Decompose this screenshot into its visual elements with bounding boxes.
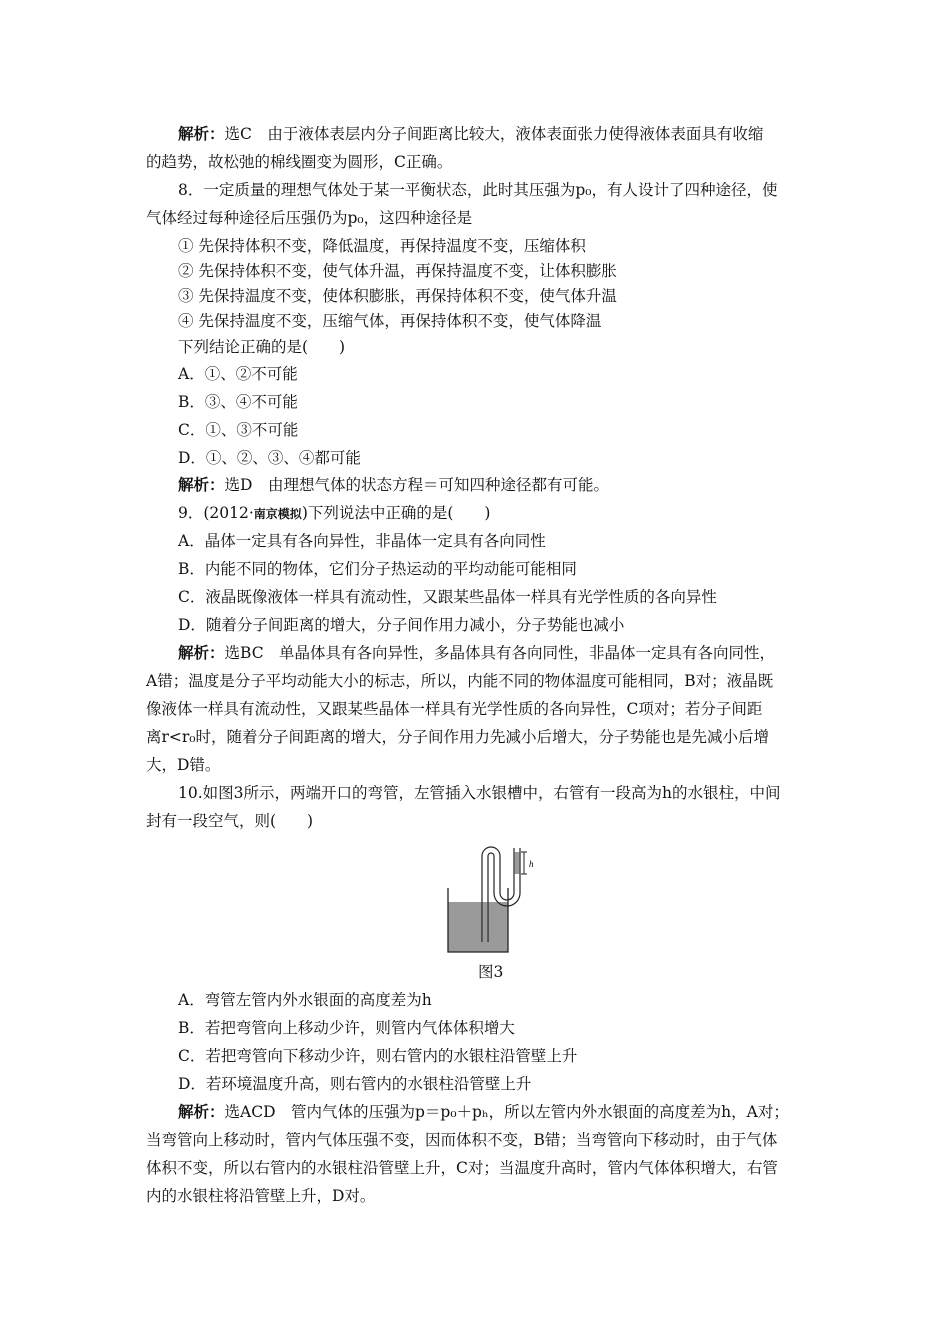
text-line: 体积不变，所以右管内的水银柱沿管壁上升，C对；当温度升高时，管内气体体积增大，右管 <box>146 1159 778 1177</box>
mercury-column <box>515 852 520 874</box>
text-line: A错；温度是分子平均动能大小的标志，所以，内能不同的物体温度可能相同，B对；液晶既 <box>146 672 774 690</box>
choice-c: C．①、③不可能 <box>178 421 299 439</box>
text-line: 大，D错。 <box>146 756 221 774</box>
text-line: 的趋势，故松弛的棉线圈变为圆形，C正确。 <box>146 153 453 171</box>
option-line: ② 先保持体积不变，使气体升温，再保持温度不变，让体积膨胀 <box>178 262 617 280</box>
mercury-tank-fill <box>448 902 508 952</box>
left-tube-mercury <box>483 902 488 942</box>
choice-a: A．弯管左管内外水银面的高度差为h <box>178 991 432 1009</box>
text-line: 封有一段空气，则( ) <box>146 812 314 830</box>
option-line: ④ 先保持温度不变，压缩气体，再保持体积不变，使气体降温 <box>178 312 602 330</box>
label-h: h <box>529 859 534 869</box>
option-line: ③ 先保持温度不变，使体积膨胀，再保持体积不变，使气体升温 <box>178 287 617 305</box>
answer-line: 解析：选D 由理想气体的状态方程＝可知四种途径都有可能。 <box>178 475 609 494</box>
choice-b: B．③、④不可能 <box>178 393 298 411</box>
choice-b: B．若把弯管向上移动少许，则管内气体体积增大 <box>178 1019 515 1037</box>
choice-a: A．①、②不可能 <box>178 365 298 383</box>
question-10: 10.如图3所示，两端开口的弯管，左管插入水银槽中，右管有一段高为h的水银柱，中间 <box>178 784 781 802</box>
text-line: 内的水银柱将沿管壁上升，D对。 <box>146 1187 376 1205</box>
figure-caption: 图3 <box>478 963 504 981</box>
choice-d: D．①、②、③、④都可能 <box>178 449 361 467</box>
text-line: 气体经过每种途径后压强仍为p₀，这四种途径是 <box>146 209 473 227</box>
question-9: 9．(2012·南京模拟)下列说法中正确的是( ) <box>178 504 491 522</box>
text-line: 像液体一样具有流动性，又跟某些晶体一样具有光学性质的各向异性，C项对；若分子间距 <box>146 700 763 718</box>
text-line: 下列结论正确的是( ) <box>178 338 346 356</box>
choice-c: C．若把弯管向下移动少许，则右管内的水银柱沿管壁上升 <box>178 1047 578 1065</box>
answer-line: 解析：选BC 单晶体具有各向异性，多晶体具有各向同性，非晶体一定具有各向同性， <box>178 643 776 662</box>
choice-c: C．液晶既像液体一样具有流动性，又跟某些晶体一样具有光学性质的各向异性 <box>178 588 717 606</box>
choice-b: B．内能不同的物体，它们分子热运动的平均动能可能相同 <box>178 560 577 578</box>
choice-d: D．随着分子间距离的增大，分子间作用力减小，分子势能也减小 <box>178 616 625 634</box>
option-line: ① 先保持体积不变，降低温度，再保持温度不变，压缩体积 <box>178 237 586 255</box>
choice-d: D．若环境温度升高，则右管内的水银柱沿管壁上升 <box>178 1075 532 1093</box>
answer-line: 解析：选ACD 管内气体的压强为p＝p₀＋pₕ，所以左管内外水银面的高度差为h，A对； <box>178 1102 789 1121</box>
choice-a: A．晶体一定具有各向异性，非晶体一定具有各向同性 <box>178 532 546 550</box>
text-line: 当弯管向上移动时，管内气体压强不变，因而体积不变，B错；当弯管向下移动时，由于气体 <box>146 1131 778 1149</box>
text-line: 离r<r₀时，随着分子间距离的增大，分子间作用力先减小后增大，分子势能也是先减小后增 <box>146 728 770 746</box>
figure-3-bent-tube <box>440 838 540 958</box>
text-line: 解析：选C 由于液体表层内分子间距离比较大，液体表面张力使得液体表面具有收缩 <box>178 124 764 143</box>
question-8: 8．一定质量的理想气体处于某一平衡状态，此时其压强为p₀，有人设计了四种途径，使 <box>178 181 778 199</box>
